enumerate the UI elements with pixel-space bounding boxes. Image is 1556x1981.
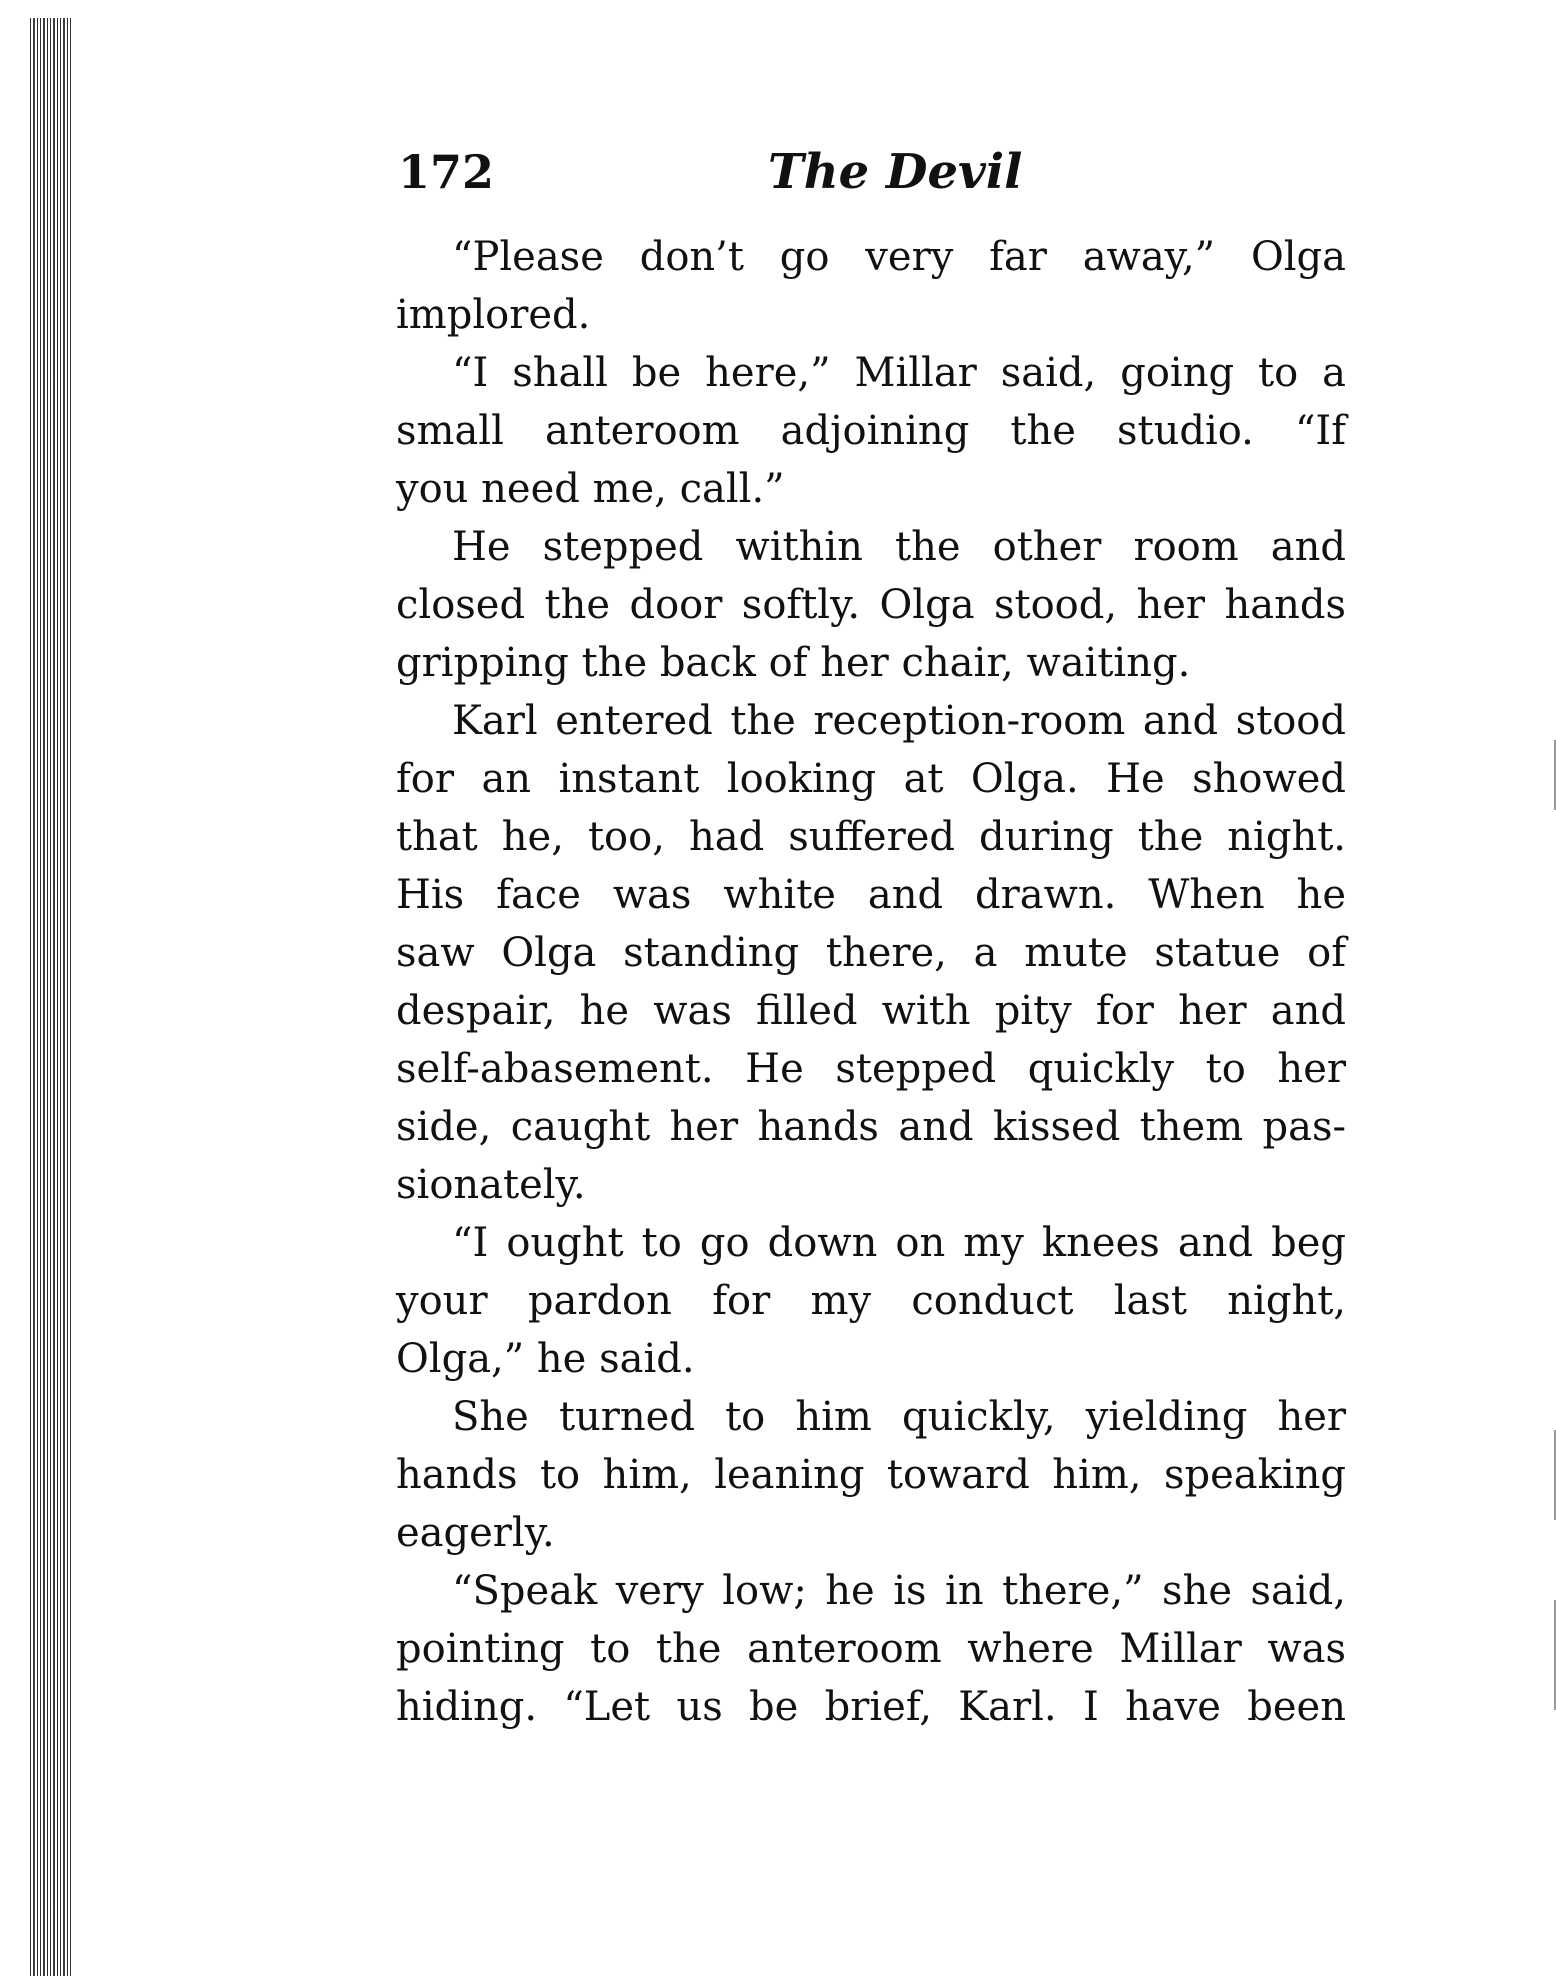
text-line: for an instant looking at Olga. He showed [396, 756, 1346, 802]
text-line: Karl entered the reception-room and stood [452, 698, 1346, 744]
text-line: that he, too, had suffered during the night. [396, 814, 1346, 860]
text-line: “Please don’t go very far away,” Olga [452, 234, 1346, 280]
text-line: gripping the back of her chair, waiting. [396, 640, 1191, 686]
text-line: sionately. [396, 1162, 586, 1208]
body-text [396, 228, 1346, 1736]
page-number: 172 [398, 145, 495, 199]
text-line: small anteroom adjoining the studio. “If [396, 408, 1346, 454]
text-line: side, caught her hands and kissed them pas- [396, 1104, 1346, 1150]
text-line: “I shall be here,” Millar said, going to a [452, 350, 1346, 396]
text-line: saw Olga standing there, a mute statue of [396, 930, 1346, 976]
text-line: self-abasement. He stepped quickly to her [396, 1046, 1346, 1092]
text-line: you need me, call.” [396, 466, 785, 512]
running-title: The Devil [768, 144, 1023, 200]
text-line: implored. [396, 292, 591, 338]
text-line: “Speak very low; he is in there,” she said, [452, 1568, 1346, 1614]
text-line: closed the door softly. Olga stood, her hands [396, 582, 1346, 628]
text-line: Olga,” he said. [396, 1336, 695, 1382]
text-line: She turned to him quickly, yielding her [452, 1394, 1346, 1440]
text-line: pointing to the anteroom where Millar was [396, 1626, 1346, 1672]
text-line: hiding. “Let us be brief, Karl. I have been [396, 1684, 1346, 1730]
text-line: eagerly. [396, 1510, 555, 1556]
page-header [398, 140, 1350, 204]
text-line: He stepped within the other room and [452, 524, 1346, 570]
binding-edge [28, 18, 72, 1976]
text-line: hands to him, leaning toward him, speaking [396, 1452, 1346, 1498]
text-line: His face was white and drawn. When he [396, 872, 1346, 918]
text-line: “I ought to go down on my knees and beg [452, 1220, 1346, 1266]
text-line: your pardon for my conduct last night, [396, 1278, 1346, 1324]
text-line: despair, he was filled with pity for her and [396, 988, 1346, 1034]
